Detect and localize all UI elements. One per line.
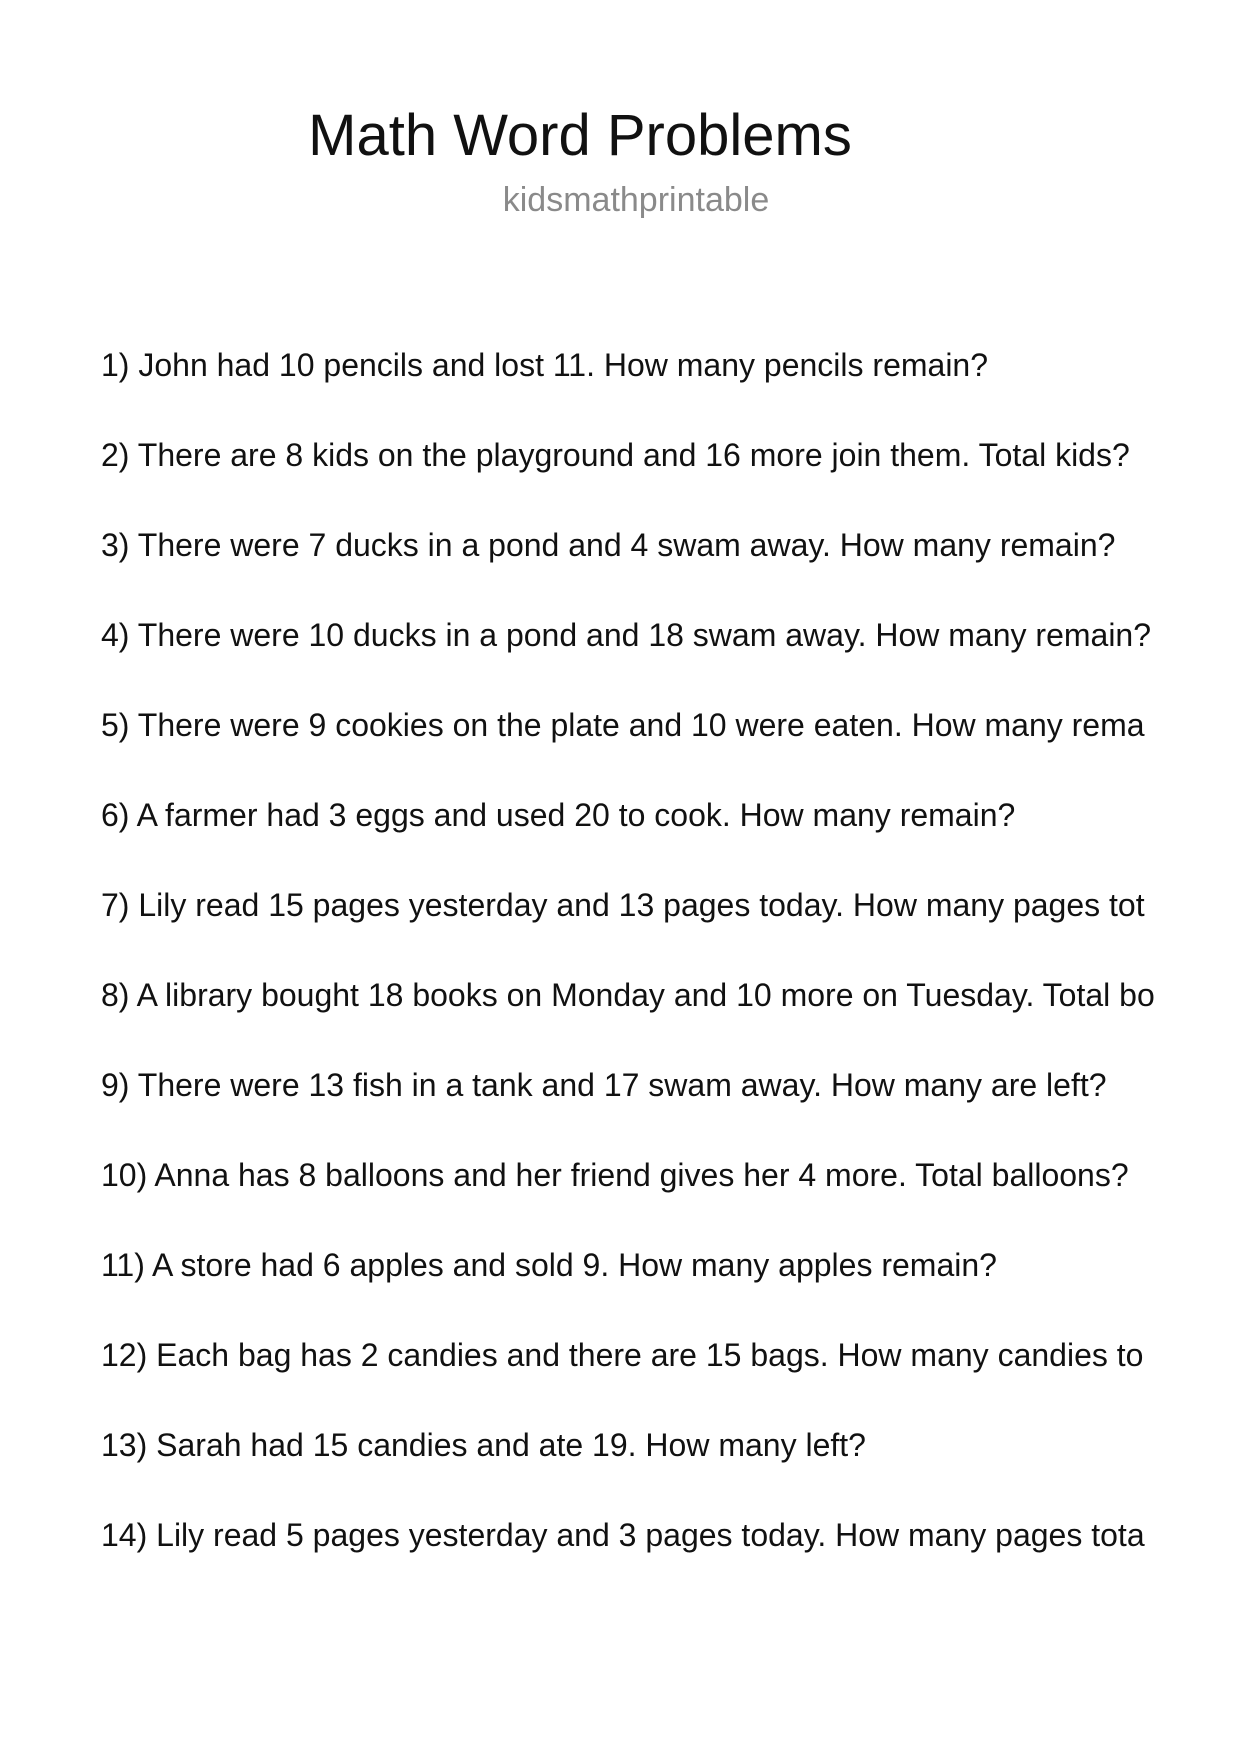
problem-item-14: 14) Lily read 5 pages yesterday and 3 pages today. How many pages tota: [101, 1517, 1145, 1553]
problem-item-10: 10) Anna has 8 balloons and her friend gives her 4 more. Total balloons?: [101, 1157, 1129, 1193]
page-subtitle: kidsmathprintable: [502, 181, 770, 219]
problem-item-13: 13) Sarah had 15 candies and ate 19. How many left?: [101, 1427, 866, 1463]
problem-item-1: 1) John had 10 pencils and lost 11. How many pencils remain?: [101, 347, 989, 383]
problem-item-11: 11) A store had 6 apples and sold 9. How many apples remain?: [101, 1247, 997, 1283]
problem-item-7: 7) Lily read 15 pages yesterday and 13 pages today. How many pages tot: [101, 887, 1145, 923]
problem-list: [101, 345, 1240, 1605]
problem-item-4: 4) There were 10 ducks in a pond and 18 swam away. How many remain?: [101, 617, 1152, 653]
problem-item-2: 2) There are 8 kids on the playground and 16 more join them. Total kids?: [101, 437, 1130, 473]
problem-item-8: 8) A library bought 18 books on Monday and 10 more on Tuesday. Total bo: [101, 977, 1155, 1013]
problem-item-6: 6) A farmer had 3 eggs and used 20 to cook. How many remain?: [101, 797, 1016, 833]
problem-item-12: 12) Each bag has 2 candies and there are 15 bags. How many candies to: [101, 1337, 1144, 1373]
problem-item-3: 3) There were 7 ducks in a pond and 4 swam away. How many remain?: [101, 527, 1116, 563]
page-title: Math Word Problems: [308, 103, 852, 168]
problem-item-5: 5) There were 9 cookies on the plate and 10 were eaten. How many rema: [101, 707, 1145, 743]
problem-item-9: 9) There were 13 fish in a tank and 17 swam away. How many are left?: [101, 1067, 1107, 1103]
